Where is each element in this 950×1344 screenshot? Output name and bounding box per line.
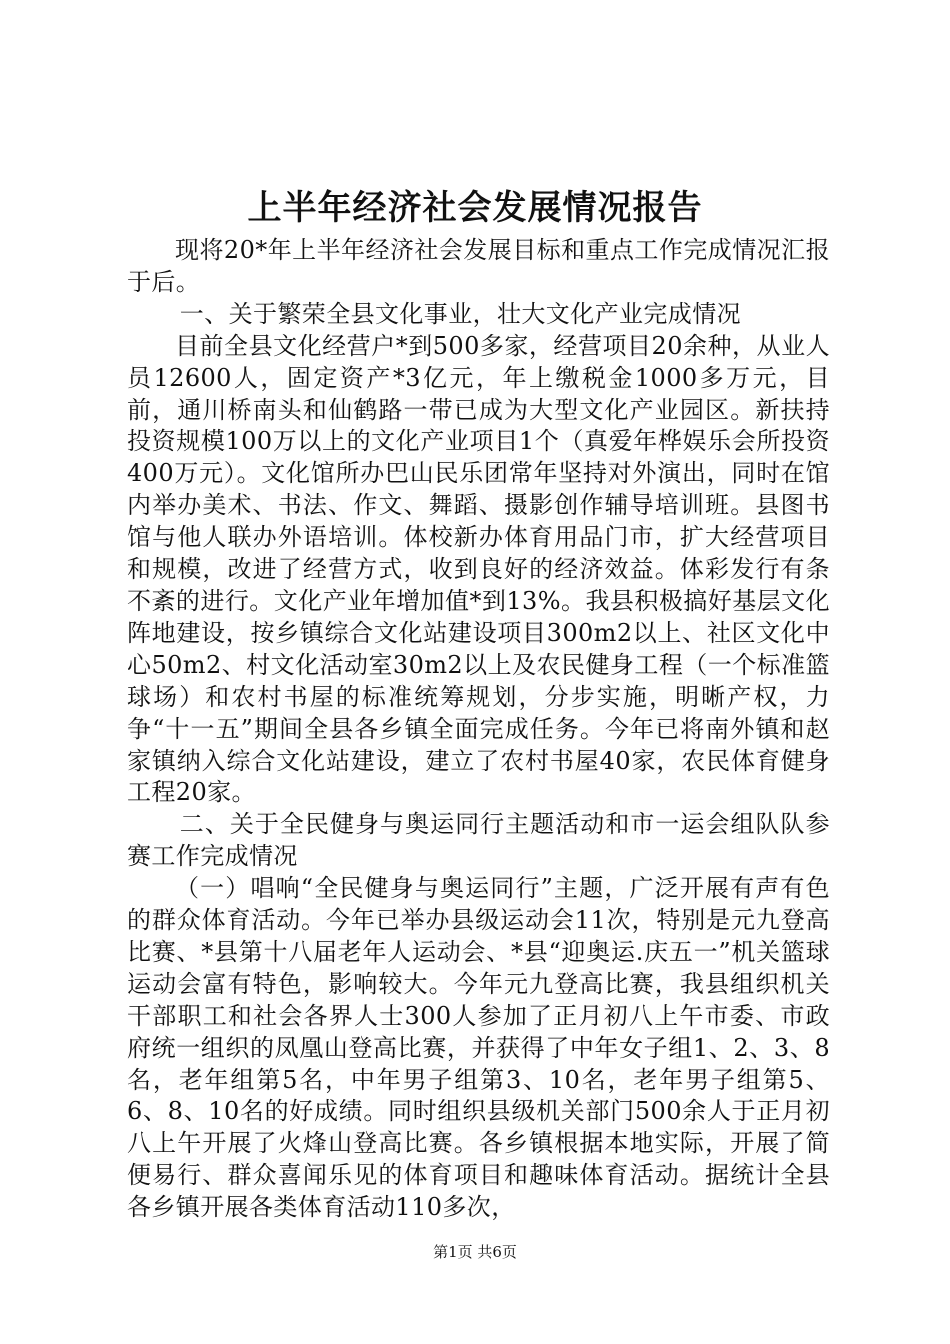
section-heading-culture: 一、关于繁荣全县文化事业，壮大文化产业完成情况 xyxy=(179,299,741,328)
section-heading-fitness: 二、关于全民健身与奥运同行主题活动和市一运会组队队参赛工作完成情况 xyxy=(127,810,830,871)
document-title: 上半年经济社会发展情况报告 xyxy=(247,188,703,228)
culture-paragraph: 目前全县文化经营户*到500多家，经营项目20余种，从业人员12600人，固定资产*3亿元，年上缴税金1000多万元，目前，通川桥南头和仙鹤路一带已成为大型文化产业园区。新扶持投资规模100万以上的文化产业项目1个（真爱年桦娱乐会所投资400万元）。文化馆所办巴山民乐团常年坚持对外演出，同时在馆内举办美术、书法、作文、舞蹈、摄影创作辅导培训班。县图书馆与他人联办外语培训。体校新办体育用品门市，扩大经营项目和规模，改进了经营方式，收到良好的经济效益。体彩发行有条不紊的进行。文化产业年增加值*到13%。我县积极搞好基层文化阵地建设，按乡镇综合文化站建设项目300m2以上、社区文化中心50m2、村文化活动室30m2以上及农民健身工程（一个标准篮球场）和农村书屋的标准统筹规划，分步实施，明晰产权，力争“十一五”期间全县各乡镇全面完成任务。今年已将南外镇和赵家镇纳入综合文化站建设，建立了农村书屋40家，农民体育健身工程20家。 xyxy=(127,331,830,807)
document-body xyxy=(127,235,830,1224)
page-footer: 第1页 共6页 xyxy=(433,1243,517,1261)
fitness-paragraph: （一）唱响“全民健身与奥运同行”主题，广泛开展有声有色的群众体育活动。今年已举办县级运动会11次，特别是元九登高比赛、*县第十八届老年人运动会、*县“迎奥运.庆五一”机关篮球运动会富有特色，影响较大。今年元九登高比赛，我县组织机关干部职工和社会各界人士300人参加了正月初八上午市委、市政府统一组织的凤凰山登高比赛，并获得了中年女子组1、2、3、8名，老年组第5名，中年男子组第3、10名，老年男子组第5、6、8、10名的好成绩。同时组织县级机关部门500余人于正月初八上午开展了火烽山登高比赛。各乡镇根据本地实际，开展了简便易行、群众喜闻乐见的体育项目和趣味体育活动。据统计全县各乡镇开展各类体育活动110多次， xyxy=(127,874,830,1222)
intro-paragraph: 现将20*年上半年经济社会发展目标和重点工作完成情况汇报于后。 xyxy=(127,236,830,296)
